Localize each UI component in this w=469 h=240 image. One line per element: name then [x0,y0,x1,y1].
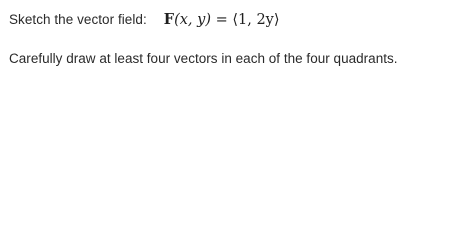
equals-sign: = [215,12,228,28]
vector-field-equation [164,11,280,28]
question-prompt-row [9,11,280,33]
instruction-text: Carefully draw at least four vectors in each of the four quadrants. [9,51,398,66]
prompt-label: Sketch the vector field: [9,12,147,27]
field-value: ⟨1, 2y⟩ [232,12,280,28]
field-args: (x, y) [174,12,211,28]
field-name: F [163,11,175,28]
